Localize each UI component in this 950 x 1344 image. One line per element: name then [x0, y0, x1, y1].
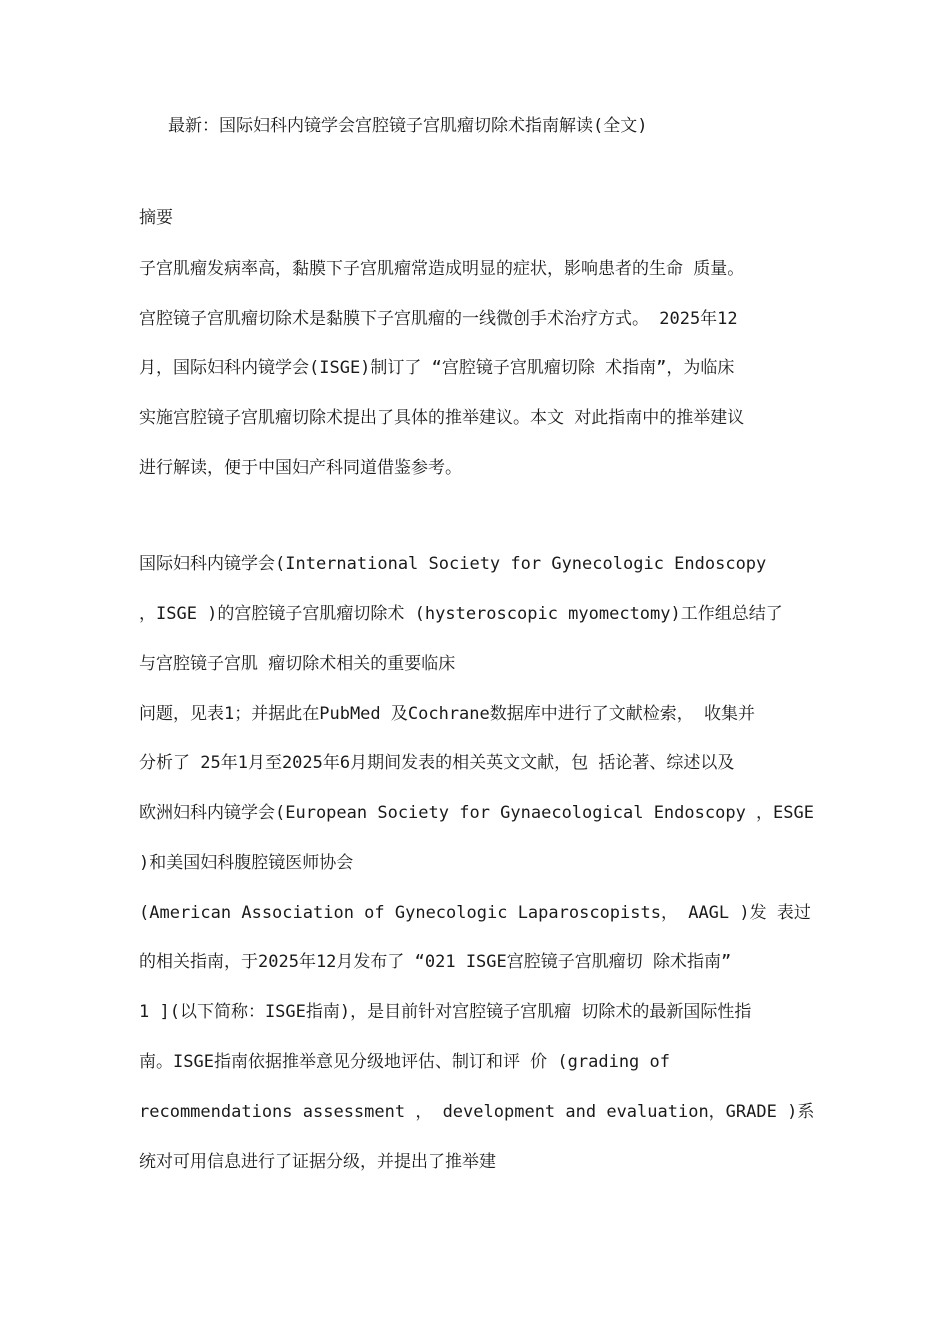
- abstract-line: 进行解读，便于中国妇产科同道借鉴参考。: [139, 458, 462, 478]
- abstract-line: 宫腔镜子宫肌瘤切除术是黏膜下子宫肌瘤的一线微创手术治疗方式。 2025年12: [139, 309, 738, 329]
- document-title: 最新：国际妇科内镜学会宫腔镜子宫肌瘤切除术指南解读(全文): [168, 116, 648, 136]
- body-line: 1 ](以下简称：ISGE指南)，是目前针对宫腔镜子宫肌瘤 切除术的最新国际性指: [139, 1002, 752, 1022]
- body-line: 欧洲妇科内镜学会(European Society for Gynaecological Endoscopy ，ESGE: [139, 803, 814, 823]
- abstract-heading: 摘要: [139, 208, 173, 228]
- body-line: 问题，见表1；并据此在PubMed 及Cochrane数据库中进行了文献检索， 收集并: [139, 704, 755, 724]
- body-line: (American Association of Gynecologic Laparoscopists， AAGL )发 表过: [139, 903, 811, 923]
- abstract-line: 子宫肌瘤发病率高，黏膜下子宫肌瘤常造成明显的症状，影响患者的生命 质量。: [139, 259, 745, 279]
- abstract-line: 实施宫腔镜子宫肌瘤切除术提出了具体的推举建议。本文 对此指南中的推举建议: [139, 408, 745, 428]
- abstract-line: 月，国际妇科内镜学会(ISGE)制订了 “宫腔镜子宫肌瘤切除 术指南”，为临床: [139, 358, 735, 378]
- body-line: 南。ISGE指南依据推举意见分级地评估、制订和评 价 (grading of: [139, 1052, 670, 1072]
- body-line: 分析了 25年1月至2025年6月期间发表的相关英文文献，包 括论著、综述以及: [139, 753, 735, 773]
- body-line: 与宫腔镜子宫肌 瘤切除术相关的重要临床: [139, 654, 456, 674]
- body-line: 的相关指南，于2025年12月发布了 “021 ISGE宫腔镜子宫肌瘤切 除术指南”: [139, 952, 732, 972]
- body-line: ，ISGE )的宫腔镜子宫肌瘤切除术 (hysteroscopic myomectomy)工作组总结了: [139, 604, 783, 624]
- body-line: 国际妇科内镜学会(International Society for Gynecologic Endoscopy: [139, 554, 767, 574]
- body-line: recommendations assessment ， development and evaluation，GRADE )系: [139, 1102, 815, 1122]
- body-line: 统对可用信息进行了证据分级，并提出了推举建: [139, 1152, 496, 1172]
- body-line: )和美国妇科腹腔镜医师协会: [139, 853, 354, 873]
